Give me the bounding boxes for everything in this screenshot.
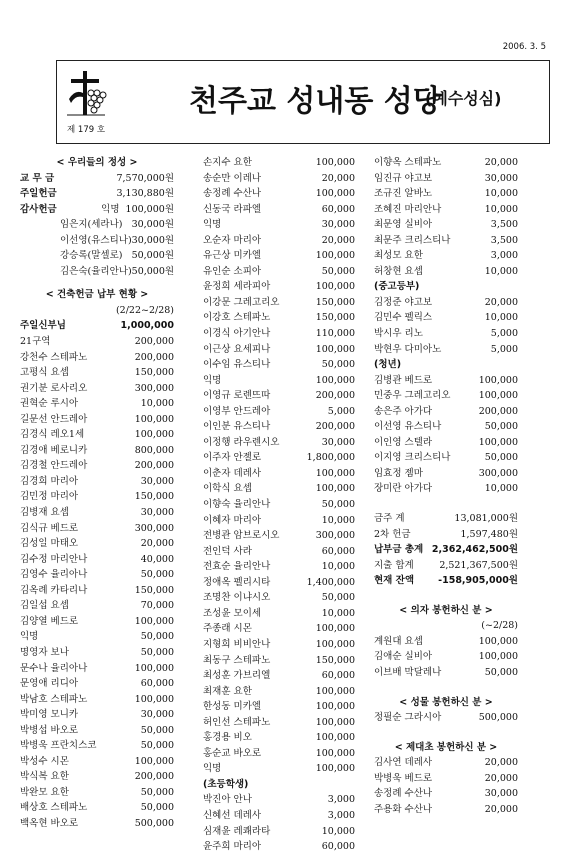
donation-row: 이정행 라우렌시오 30,000 (203, 436, 355, 448)
build-header: < 건축헌금 납부 현황 > (45, 289, 149, 301)
donation-row: 김병관 베드로 100,000 (374, 374, 518, 386)
bulletin-header (56, 60, 550, 144)
donation-row: 윤정희 세라피아 100,000 (203, 281, 355, 293)
thanks-row: 강승록(말셀로) 50,000원 (60, 250, 174, 262)
donation-row: 임진규 야고보 30,000 (374, 172, 518, 184)
donation-row: 배상호 스테파노 50,000 (20, 802, 174, 814)
offering-header: < 우리들의 정성 > (56, 157, 138, 168)
donation-row: 신동국 라파엘 60,000 (203, 203, 355, 215)
thanks-list (20, 217, 174, 279)
donation-row: 김경희 마리아 30,000 (20, 475, 174, 487)
donation-row: 최문영 실비아 3,500 (374, 219, 518, 231)
donation-row: 이강호 스테파노 150,000 (203, 312, 355, 324)
donation-row: 박병욱 프란치스코 50,000 (20, 740, 174, 752)
donation-row: 전효순 율리안나 10,000 (203, 561, 355, 573)
total-row: 금주 계 13,081,000원 (374, 513, 518, 525)
donation-row: 김성일 마태오 20,000 (20, 538, 174, 550)
middle-header: (중고등부) (374, 281, 420, 293)
donation-row: 조명찬 이냐시오 50,000 (203, 592, 355, 604)
donation-row: 이인영 스텔라 100,000 (374, 436, 518, 448)
donation-row: 익명 100,000 (203, 763, 355, 775)
donation-row: 이강문 그레고리오 150,000 (203, 296, 355, 308)
total-row: 현재 잔액 -158,905,000원 (374, 575, 518, 587)
donation-row: 최재훈 요한 100,000 (203, 685, 355, 697)
donation-row: 조규진 알바노 10,000 (374, 188, 518, 200)
student-header: (초등학생) (203, 778, 249, 790)
donation-row: 송순만 이레나 20,000 (203, 172, 355, 184)
donation-row: 정애옥 펠리시타 1,400,000 (203, 576, 355, 588)
candle-gift-row: 주용화 수산나 20,000 (374, 803, 518, 815)
donation-row: 이근상 요세피나 100,000 (203, 343, 355, 355)
donation-row: 백옥현 바오로 500,000 (20, 817, 174, 829)
column-2 (203, 155, 355, 855)
donation-row: 김영수 율리아나 50,000 (20, 569, 174, 581)
thanks-row: 이선영(유스티나) 30,000원 (60, 234, 175, 246)
donation-row: 조혜진 마리안나 10,000 (374, 203, 518, 215)
donation-row: 김경애 베로니카 800,000 (20, 444, 174, 456)
statue-gift-header: < 성물 봉헌하신 분 > (399, 696, 493, 708)
donation-row: 고평식 요셉 150,000 (20, 367, 174, 379)
donation-row: 이영부 안드레아 5,000 (203, 405, 355, 417)
donation-row: 심재윤 레쾌라타 10,000 (203, 825, 355, 837)
chair-gift-row: 이브배 막달레나 50,000 (374, 666, 518, 678)
donation-row: 민중우 그레고리오 100,000 (374, 390, 518, 402)
date: 2006. 3. 5 (502, 42, 546, 52)
donation-row: 문영애 리디아 60,000 (20, 678, 174, 690)
donation-row: 김정준 야고보 20,000 (374, 296, 518, 308)
donation-row: 김병재 요셉 30,000 (20, 507, 174, 519)
donation-row: 김민정 마리아 150,000 (20, 491, 174, 503)
donation-row: 김식규 베드로 300,000 (20, 522, 174, 534)
thanks-row: 김은숙(율리안나) 50,000원 (60, 265, 175, 277)
donation-row: 이영규 로렌뜨따 200,000 (203, 390, 355, 402)
donation-row: 김일섭 요셉 70,000 (20, 600, 174, 612)
donation-row: 박완모 요한 50,000 (20, 786, 174, 798)
donation-row: 홍순교 바오로 100,000 (203, 747, 355, 759)
statue-gift-row: 정필순 그라시아 500,000 (374, 712, 518, 724)
donation-row: 박시우 리노 5,000 (374, 328, 518, 340)
build-range: (2/22~2/28) (115, 304, 174, 316)
offering-row: 교 무 금 7,570,000원 (20, 172, 174, 184)
candle-gift-row: 김사연 데레사 20,000 (374, 757, 518, 769)
donation-row: 최성모 요한 3,000 (374, 250, 518, 262)
donation-row: 장미란 아가다 10,000 (374, 483, 518, 495)
bulletin-title: 천주교 성내동 성당 (189, 84, 442, 119)
donation-row: 유근상 미카엘 100,000 (203, 250, 355, 262)
donation-row: 이선영 유스티나 50,000 (374, 421, 518, 433)
donation-row: 전인덕 사라 60,000 (203, 545, 355, 557)
donation-row: 신혜선 데레사 3,000 (203, 809, 355, 821)
donation-row: 박성수 시몬 100,000 (20, 755, 174, 767)
donation-row: 김수정 마리안나 40,000 (20, 553, 174, 565)
donation-row: 권기분 로사리오 300,000 (20, 382, 174, 394)
candle-gift-row: 송정례 수산나 30,000 (374, 788, 518, 800)
donation-row: 한성동 미카엘 100,000 (203, 701, 355, 713)
total-row: 지출 합계 2,521,367,500원 (374, 559, 518, 571)
donation-row: 문수나 율리아나 100,000 (20, 662, 174, 674)
youth-header: (청년) (374, 359, 402, 371)
total-row: 2차 헌금 1,597,480원 (374, 528, 518, 540)
donation-row: 이지영 크리스티나 50,000 (374, 452, 518, 464)
donation-row: 임효정 젬마 300,000 (374, 467, 518, 479)
total-row: 납부금 총계 2,362,462,500원 (374, 544, 518, 556)
donation-row: 김경식 레오1세 100,000 (20, 429, 174, 441)
donation-row: 이경식 아기안나 110,000 (203, 328, 355, 340)
chair-gift-header: < 의자 봉헌하신 분 > (399, 604, 493, 616)
donation-row: 송은주 아가다 200,000 (374, 405, 518, 417)
donation-row: 박식복 요한 200,000 (20, 771, 174, 783)
donation-row: 길문선 안드레아 100,000 (20, 413, 174, 425)
donation-row: 김양열 베드로 100,000 (20, 615, 174, 627)
donation-row: 권혁순 루시아 10,000 (20, 398, 174, 410)
donation-row: 주종래 시몬 100,000 (203, 623, 355, 635)
donation-row: 이향숙 율리안나 50,000 (203, 499, 355, 511)
donation-row: 이향옥 스테파노 20,000 (374, 157, 518, 168)
donation-row: 김경철 안드레아 200,000 (20, 460, 174, 472)
donation-row: 김민수 펠릭스 10,000 (374, 312, 518, 324)
offering-row: 감사헌금 익명 100,000원 (20, 203, 174, 215)
thanks-row: 임은지(세라나) 30,000원 (60, 219, 174, 231)
donation-row: 박남호 스테파노 100,000 (20, 693, 174, 705)
donation-row: 윤주희 마리아 60,000 (203, 841, 355, 853)
donation-row: 허인선 스테파노 100,000 (203, 716, 355, 728)
donation-row: 손지수 요한 100,000 (203, 157, 355, 168)
donation-row: 이춘자 데레사 100,000 (203, 467, 355, 479)
donation-row: 이수임 유스티나 50,000 (203, 359, 355, 371)
donation-row: 김옥례 카타리나 150,000 (20, 584, 174, 596)
donation-row: 박미영 모니카 30,000 (20, 709, 174, 721)
cross-grapes-logo (65, 69, 109, 119)
donation-row: 박진아 안나 3,000 (203, 794, 355, 806)
donation-row: 박병섭 바오로 50,000 (20, 724, 174, 736)
donation-row: 이인분 유스티나 200,000 (203, 421, 355, 433)
donation-row: 이혜자 마리아 10,000 (203, 514, 355, 526)
donation-row: 박현우 다미아노 5,000 (374, 343, 518, 355)
bulletin-subtitle: (예수성심) (425, 89, 502, 108)
chair-gift-range: (~2/28) (481, 620, 518, 632)
donation-row: 이주자 안젤로 1,800,000 (203, 452, 355, 464)
donation-row: 송정례 수산나 100,000 (203, 188, 355, 200)
build-row: 주일신부님 1,000,000 (20, 320, 174, 332)
donation-row: 오순자 마리아 20,000 (203, 234, 355, 246)
candle-gift-row: 박병욱 베드로 20,000 (374, 772, 518, 784)
donation-row: 이학식 요셉 100,000 (203, 483, 355, 495)
chair-gift-row: 계원대 요셉 100,000 (374, 635, 518, 647)
issue-number: 제 179 호 (67, 125, 106, 135)
donation-row: 익명 30,000 (203, 219, 355, 231)
donation-row: 허창현 요셉 10,000 (374, 265, 518, 277)
donation-row: 강천수 스테파노 200,000 (20, 351, 174, 363)
offering-row: 주일헌금 3,130,880원 (20, 188, 174, 200)
donation-row: 최문주 크리스티나 3,500 (374, 234, 518, 246)
donation-row: 21구역 200,000 (20, 336, 174, 348)
donation-row: 유인순 소피아 50,000 (203, 265, 355, 277)
donation-row: 명영자 보나 50,000 (20, 646, 174, 658)
donation-row: 익명 50,000 (20, 631, 174, 643)
donation-row: 홍경용 비오 100,000 (203, 732, 355, 744)
donation-row: 조성윤 모이세 10,000 (203, 607, 355, 619)
donation-row: 지형희 비비안나 100,000 (203, 638, 355, 650)
chair-gift-row: 김애순 실비아 100,000 (374, 651, 518, 663)
donation-row: 익명 100,000 (203, 374, 355, 386)
column-3 (374, 155, 518, 817)
candle-gift-header: < 제대초 봉헌하신 분 > (394, 741, 498, 753)
column-1 (20, 155, 174, 832)
donation-row: 전병관 암브로시오 300,000 (203, 530, 355, 542)
donation-row: 최성훈 가브리엘 60,000 (203, 670, 355, 682)
donation-row: 최동구 스테파노 150,000 (203, 654, 355, 666)
